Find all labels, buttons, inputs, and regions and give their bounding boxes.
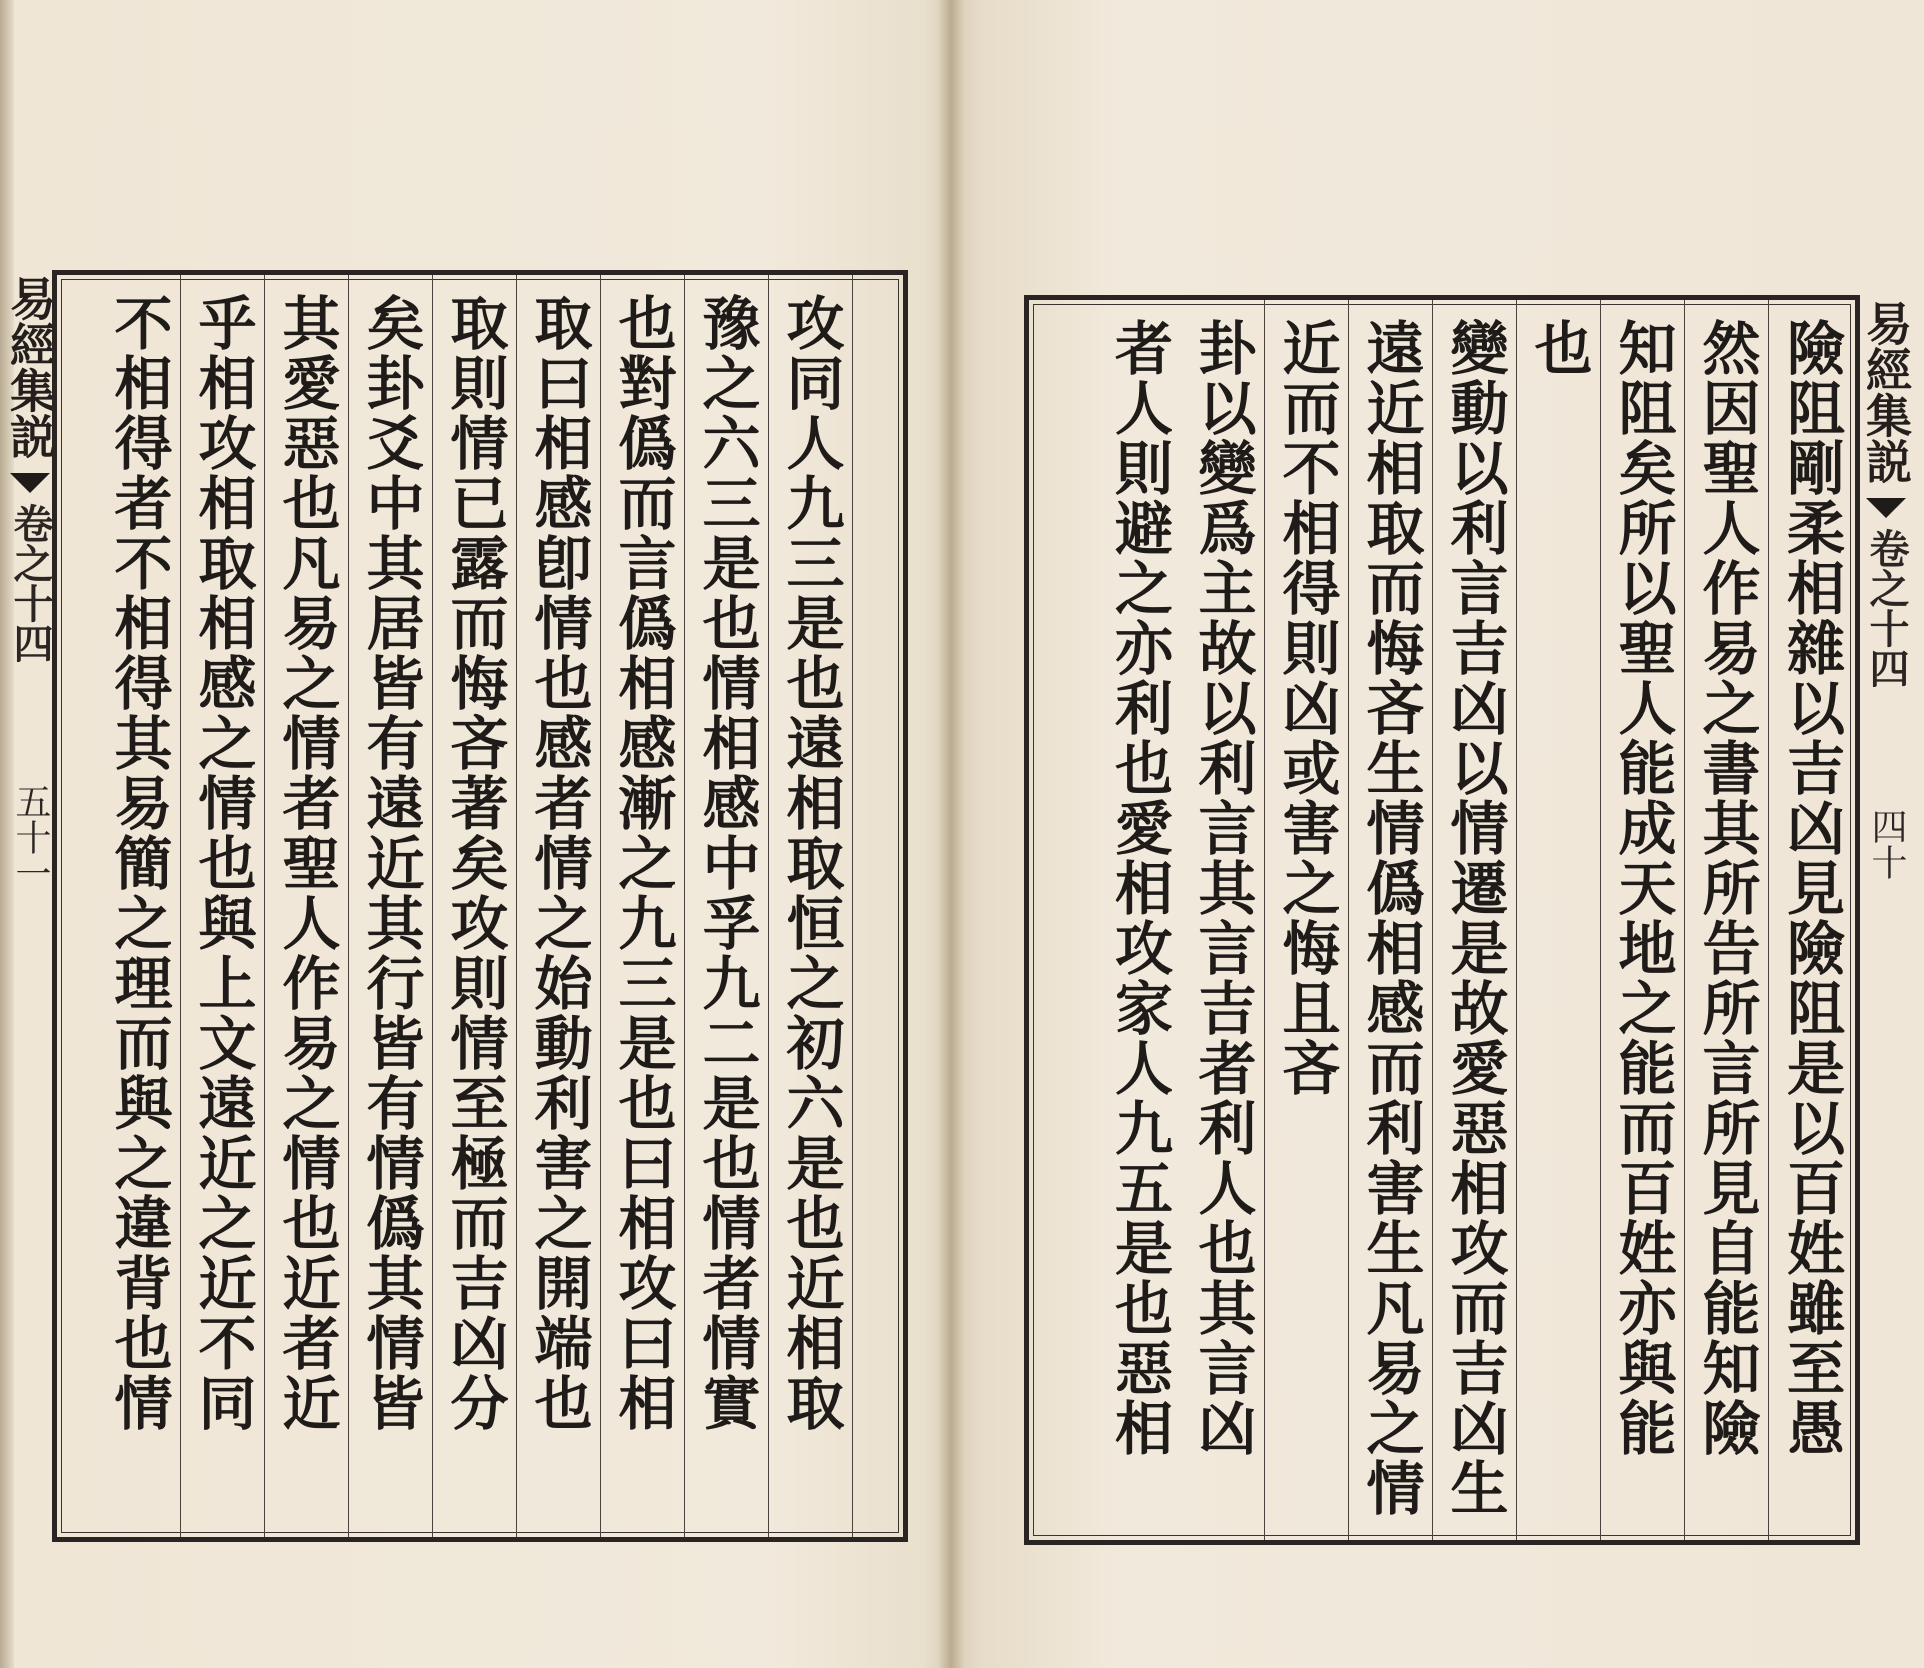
fishtail-mark-icon <box>1866 498 1906 518</box>
text-column: 變動以利言吉凶以情遷是故愛惡相攻而吉凶生 <box>1433 300 1517 1540</box>
text-column: 攻同人九三是也遠相取恒之初六是也近相取 <box>769 275 853 1537</box>
right-page-margin <box>1859 300 1913 1550</box>
text-column: 取則情已露而悔吝著矣攻則情至極而吉凶分 <box>433 275 517 1537</box>
text-column: 者人則避之亦利也愛相攻家人九五是也惡相 <box>1105 318 1173 1458</box>
text-column: 也 <box>1517 300 1601 1540</box>
text-column: 卦以變爲主故以利言其言吉者利人也其言凶 <box>1181 300 1265 1540</box>
center-gutter <box>938 0 964 1668</box>
text-column: 其愛惡也凡易之情者聖人作易之情也近者近 <box>265 275 349 1537</box>
text-column: 近而不相得則凶或害之悔且吝 <box>1265 300 1349 1540</box>
text-column: 乎相攻相取相感之情也與上文遠近之近不同 <box>181 275 265 1537</box>
left-page <box>0 0 940 1668</box>
text-column: 險阻剛柔相雜以吉凶見險阻是以百姓雖至愚 <box>1777 318 1845 1458</box>
margin-juan: 卷之十四 <box>1863 528 1910 688</box>
margin-title: 易經集説 <box>3 275 57 459</box>
margin-folio: 五十一 <box>10 783 51 891</box>
text-column: 豫之六三是也情相感中孚九二是也情者情實 <box>685 275 769 1537</box>
left-text-frame <box>52 270 908 1542</box>
text-column: 也對僞而言僞相感漸之九三是也曰相攻曰相 <box>601 275 685 1537</box>
text-column: 矣卦爻中其居皆有遠近其行皆有情僞其情皆 <box>349 275 433 1537</box>
text-column: 不相得者不相得其易簡之理而與之違背也情 <box>97 275 181 1537</box>
right-text-frame <box>1024 295 1860 1545</box>
margin-folio: 四十 <box>1866 808 1907 880</box>
margin-title: 易經集説 <box>1859 300 1913 484</box>
text-column: 遠近相取而悔吝生情僞相感而利害生凡易之情 <box>1349 300 1433 1540</box>
text-column: 取曰相感卽情也感者情之始動利害之開端也 <box>517 275 601 1537</box>
left-page-margin <box>3 275 57 1525</box>
text-column: 然因聖人作易之書其所告所言所見自能知險 <box>1685 300 1769 1540</box>
margin-juan: 卷之十四 <box>7 503 54 663</box>
right-page <box>964 0 1924 1668</box>
text-column: 知阻矣所以聖人能成天地之能而百姓亦與能 <box>1601 300 1685 1540</box>
fishtail-mark-icon <box>10 473 50 493</box>
